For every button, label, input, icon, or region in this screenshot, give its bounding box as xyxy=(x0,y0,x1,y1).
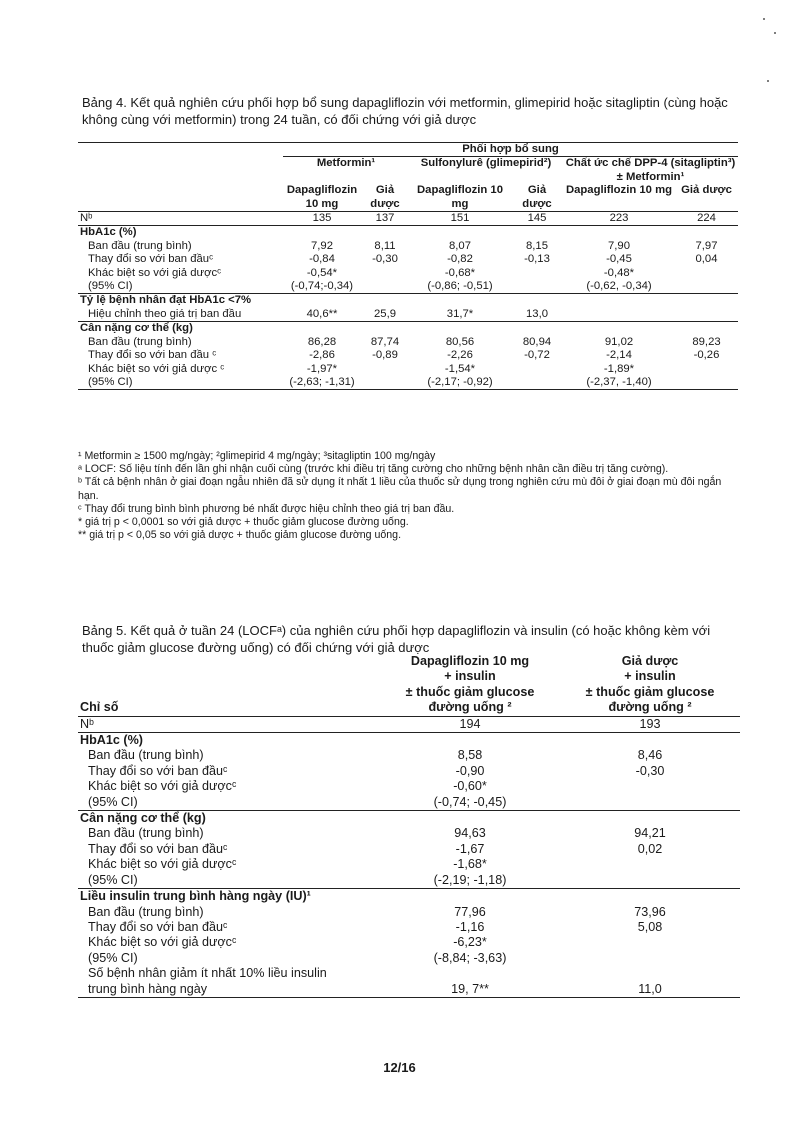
t5-section-row xyxy=(78,733,740,749)
t4-col-label: Dapagliflozin 10 mg xyxy=(286,184,358,210)
footnote: ¹ Metformin ≥ 1500 mg/ngày; ²glimepirid 4 mg/ngày; ³sitagliptin 100 mg/ngày xyxy=(78,450,436,462)
table4-body xyxy=(78,226,738,390)
table5-body xyxy=(78,733,740,998)
t4-cell: 91,02 xyxy=(604,335,634,348)
t4-n-label: Nᵇ xyxy=(80,212,93,225)
t5-n-label: Nᵇ xyxy=(80,716,94,731)
t4-cell: 145 xyxy=(527,212,547,225)
t4-section-title: Cân nặng cơ thể (kg) xyxy=(80,322,193,335)
t4-cell: -0,13 xyxy=(524,253,550,266)
t4-cell: 8,07 xyxy=(449,239,471,252)
table4 xyxy=(78,142,738,390)
t4-row xyxy=(78,349,738,362)
t4-cell: (-2,37, -1,40) xyxy=(586,375,652,388)
t5-section-title: Liều insulin trung bình hàng ngày (IU)¹ xyxy=(80,889,311,904)
t5-section-title: Cân nặng cơ thể (kg) xyxy=(80,811,206,826)
t5-row-label: Khác biệt so với giả dượcᶜ xyxy=(88,857,237,872)
t5-col1-header xyxy=(380,654,560,716)
t4-cell: -0,89 xyxy=(372,349,398,362)
t4-cell: 13,0 xyxy=(526,307,548,320)
t4-cell: -0,45 xyxy=(606,253,632,266)
t4-cell: 40,6** xyxy=(306,307,338,320)
t5-row-label: Ban đầu (trung bình) xyxy=(88,904,204,919)
t4-cell: 80,56 xyxy=(445,335,475,348)
t5-cell xyxy=(560,795,740,811)
t4-cell: 31,7* xyxy=(446,307,474,320)
scan-speck xyxy=(767,80,769,82)
t4-cell: -0,54* xyxy=(306,266,338,279)
t4-cell: 224 xyxy=(697,212,716,225)
t4-group: Sulfonylurê (glimepirid²) xyxy=(420,157,552,170)
t5-row-label: Ban đầu (trung bình) xyxy=(88,748,204,763)
t4-row-label: Ban đầu (trung bình) xyxy=(88,239,192,252)
t4-col-label: Giả dược xyxy=(522,184,552,210)
t5-row-label: (95% CI) xyxy=(88,794,138,809)
table5-caption: Bảng 5. Kết quả ở tuần 24 (LOCFᵃ) của nghiên cứu phối hợp dapagliflozin và insulin (có hoặc không kèm với thuốc giảm glucose đường uống) có đối chứng với giả dược xyxy=(82,623,711,655)
t4-cell: (-0,86; -0,51) xyxy=(427,280,493,293)
t5-cell: 77,96 xyxy=(454,904,486,919)
t4-cell xyxy=(361,376,409,390)
t5-col2-line: đường uống ² xyxy=(608,700,692,715)
t5-row xyxy=(78,842,740,857)
t4-cell: 151 xyxy=(450,212,470,225)
t4-cell: -0,82 xyxy=(447,253,473,266)
t4-cell: 87,74 xyxy=(370,335,400,348)
t5-cell: 11,0 xyxy=(638,981,662,996)
table5 xyxy=(78,654,740,998)
t4-cell xyxy=(675,267,738,280)
t5-col2-line: ± thuốc giảm glucose xyxy=(585,684,715,699)
t4-cell: (-0,74;-0,34) xyxy=(290,280,354,293)
t4-cell: 8,11 xyxy=(374,239,396,252)
t4-cell: 137 xyxy=(375,212,395,225)
t4-cell xyxy=(675,308,738,322)
footnote: ** giá trị p < 0,05 so với giả dược + thuốc giảm glucose đường uống. xyxy=(78,529,402,542)
t4-section-row xyxy=(78,322,738,336)
t4-cell xyxy=(675,280,738,294)
table4-footnotes xyxy=(78,450,743,542)
t5-row-label: (95% CI) xyxy=(88,872,138,887)
t4-cell: -2,86 xyxy=(309,349,335,362)
t5-row xyxy=(78,905,740,920)
t5-col2-line: Giả dược xyxy=(621,654,679,668)
t4-cell: -0,84 xyxy=(309,253,335,266)
t4-row-label: Thay đổi so với ban đầuᶜ xyxy=(88,253,214,266)
t4-cell: 0,04 xyxy=(695,253,718,266)
t5-row xyxy=(78,795,740,811)
t5-row-label: Ban đầu (trung bình) xyxy=(88,826,204,841)
t5-col1-line: Dapagliflozin 10 mg xyxy=(410,654,530,668)
t5-cell: (-2,19; -1,18) xyxy=(433,872,507,887)
scan-speck xyxy=(763,18,765,20)
t5-col2-header xyxy=(560,654,740,716)
t5-cell: 73,96 xyxy=(634,904,666,919)
t4-cell: -0,72 xyxy=(524,349,550,362)
t4-cell xyxy=(511,363,563,376)
t4-col-label: Giả dược xyxy=(681,184,732,197)
footnote: ᵇ Tất cả bệnh nhân ở giai đoạn ngẫu nhiên đã sử dụng ít nhất 1 liều của thuốc sử dụng trong nghiên cứu mù đôi ở giai đoạn mù đôi ngắn hạn. xyxy=(78,476,722,502)
t5-cell: 94,63 xyxy=(454,826,486,841)
t4-cell: -0,30 xyxy=(372,253,398,266)
t5-row xyxy=(78,764,740,779)
t4-cell xyxy=(361,267,409,280)
t5-row xyxy=(78,935,740,950)
t5-cell: 8,58 xyxy=(457,748,483,763)
t4-cell: 135 xyxy=(312,212,332,225)
t5-cell: 194 xyxy=(459,716,481,731)
t4-row-label: (95% CI) xyxy=(88,280,133,293)
t5-col1-line: ± thuốc giảm glucose xyxy=(405,684,535,699)
t5-row-label: Khác biệt so với giả dượcᶜ xyxy=(88,779,237,794)
t5-cell: 5,08 xyxy=(637,919,663,934)
footnote: * giá trị p < 0,0001 so với giả dược + thuốc giảm glucose đường uống. xyxy=(78,516,409,529)
t5-cell: -1,67 xyxy=(455,841,485,856)
t5-col1-line: + insulin xyxy=(444,669,496,684)
t4-cell: 86,28 xyxy=(307,335,337,348)
t5-cell: 19, 7** xyxy=(451,981,489,996)
t4-col-label: Dapagliflozin 10 mg xyxy=(417,184,503,210)
t4-row xyxy=(78,376,738,390)
t5-row-label: Thay đổi so với ban đầuᶜ xyxy=(88,763,228,778)
t5-row xyxy=(78,826,740,841)
t4-cell: (-2,63; -1,31) xyxy=(289,375,355,388)
t4-cell: -0,26 xyxy=(693,349,720,362)
t5-row xyxy=(78,779,740,794)
t5-col2-line: + insulin xyxy=(624,669,676,684)
t5-col1-line: đường uống ² xyxy=(428,700,512,715)
t4-cell: -1,54* xyxy=(444,362,476,375)
t4-row xyxy=(78,336,738,349)
t4-cell xyxy=(511,376,563,390)
t5-row-label: Thay đổi so với ban đầuᶜ xyxy=(88,919,228,934)
t4-section-row xyxy=(78,294,738,308)
t5-row-label: (95% CI) xyxy=(88,950,138,965)
t4-cell: 80,94 xyxy=(522,335,552,348)
t5-cell xyxy=(380,966,560,981)
t4-group: Metformin¹ xyxy=(316,157,376,170)
table4-caption: Bảng 4. Kết quả nghiên cứu phối hợp bổ sung dapagliflozin với metformin, glimepirid hoặc sitagliptin (cùng hoặc không cùng với metformin) trong 24 tuần, có đối chứng với giả dược xyxy=(82,95,728,127)
t4-row-label: Hiệu chỉnh theo giá trị ban đầu xyxy=(88,307,242,320)
t4-row xyxy=(78,267,738,280)
footnote: ᶜ Thay đổi trung bình bình phương bé nhất được hiệu chỉnh theo giá trị ban đầu. xyxy=(78,502,455,515)
t5-cell: (-8,84; -3,63) xyxy=(433,950,507,965)
t5-cell xyxy=(560,951,740,966)
t4-cell: 89,23 xyxy=(692,335,721,348)
t4-row xyxy=(78,363,738,376)
t4-cell: -0,48* xyxy=(603,266,635,279)
t5-cell: (-0,74; -0,45) xyxy=(433,794,507,809)
t4-row-label: Ban đầu (trung bình) xyxy=(88,335,192,348)
t5-cell xyxy=(560,966,740,981)
t4-group: Chất ức chế DPP-4 (sitagliptin³) ± Metformin¹ xyxy=(565,157,736,183)
t4-cell: -0,68* xyxy=(444,266,476,279)
t4-cell: -2,26 xyxy=(447,349,473,362)
t5-cell xyxy=(560,779,740,794)
t5-cell: -1,16 xyxy=(455,919,485,934)
t4-section-title: HbA1c (%) xyxy=(80,226,137,239)
t5-row xyxy=(78,873,740,889)
t5-cell: -6,23* xyxy=(453,935,487,950)
t4-cell: -2,14 xyxy=(606,349,632,362)
t4-col-label: Giả dược xyxy=(370,184,400,210)
t4-row-label: Khác biệt so với giả dược ᶜ xyxy=(88,362,225,375)
t4-cell: 7,90 xyxy=(608,239,630,252)
t4-cell xyxy=(511,267,563,280)
t4-row xyxy=(78,240,738,253)
t5-row xyxy=(78,857,740,872)
t5-cell: -0,90 xyxy=(455,763,485,778)
t5-cell: 94,21 xyxy=(634,826,666,841)
t5-cell xyxy=(560,935,740,950)
t4-row-label: Thay đổi so với ban đầu ᶜ xyxy=(88,349,217,362)
t4-cell: 223 xyxy=(609,212,629,225)
t5-cell: -0,30 xyxy=(635,763,665,778)
t4-row xyxy=(78,280,738,294)
t5-col0: Chỉ số xyxy=(80,700,119,715)
t5-cell xyxy=(560,857,740,872)
t4-row-label: Khác biệt so với giả dượcᶜ xyxy=(88,266,222,279)
t4-cell: 7,97 xyxy=(695,239,718,252)
page-number: 12/16 xyxy=(383,1060,416,1075)
t5-row xyxy=(78,982,740,998)
t5-section-row xyxy=(78,811,740,827)
t5-cell: 193 xyxy=(639,716,661,731)
t5-row xyxy=(78,748,740,763)
t4-cell: -1,89* xyxy=(603,362,635,375)
t4-row-label: (95% CI) xyxy=(88,375,133,388)
t4-header-top: Phối hợp bổ sung xyxy=(283,143,738,157)
t4-cell: (-2,17; -0,92) xyxy=(427,375,493,388)
t5-cell: -1,68* xyxy=(453,857,487,872)
t5-row xyxy=(78,920,740,935)
t4-cell xyxy=(675,376,738,390)
t5-row xyxy=(78,966,740,981)
t4-col-label: Dapagliflozin 10 mg xyxy=(565,184,673,197)
t4-cell: 7,92 xyxy=(311,239,333,252)
footnote: ᵃ LOCF: Số liệu tính đến lần ghi nhận cuối cùng (trước khi điều trị tăng cường cho những bệnh nhân cần điều trị tăng cường). xyxy=(78,463,669,476)
t4-cell xyxy=(675,363,738,376)
t5-cell: 0,02 xyxy=(637,841,663,856)
t5-cell: 8,46 xyxy=(637,748,663,763)
t4-row xyxy=(78,308,738,322)
t5-row xyxy=(78,951,740,966)
t4-cell xyxy=(361,280,409,294)
t5-cell: -0,60* xyxy=(453,779,487,794)
t4-section-title: Tỷ lệ bệnh nhân đạt HbA1c <7% xyxy=(80,294,252,307)
t4-cell: 25,9 xyxy=(374,307,396,320)
t5-row-label: Khác biệt so với giả dượcᶜ xyxy=(88,935,237,950)
t5-section-title: HbA1c (%) xyxy=(80,733,143,748)
t4-cell: -1,97* xyxy=(306,362,338,375)
t5-row-label: trung bình hàng ngày xyxy=(88,981,208,996)
t4-section-row xyxy=(78,226,738,240)
t5-cell xyxy=(560,873,740,889)
t4-row xyxy=(78,253,738,266)
t4-cell xyxy=(361,363,409,376)
scan-speck xyxy=(774,32,776,34)
t4-cell xyxy=(511,280,563,294)
t4-cell: (-0,62, -0,34) xyxy=(586,280,652,293)
t5-section-row xyxy=(78,889,740,905)
t4-cell: 8,15 xyxy=(526,239,548,252)
t4-cell xyxy=(563,308,675,322)
t5-row-label: Thay đổi so với ban đầuᶜ xyxy=(88,841,228,856)
t5-row-label: Số bệnh nhân giảm ít nhất 10% liều insulin xyxy=(88,966,327,981)
